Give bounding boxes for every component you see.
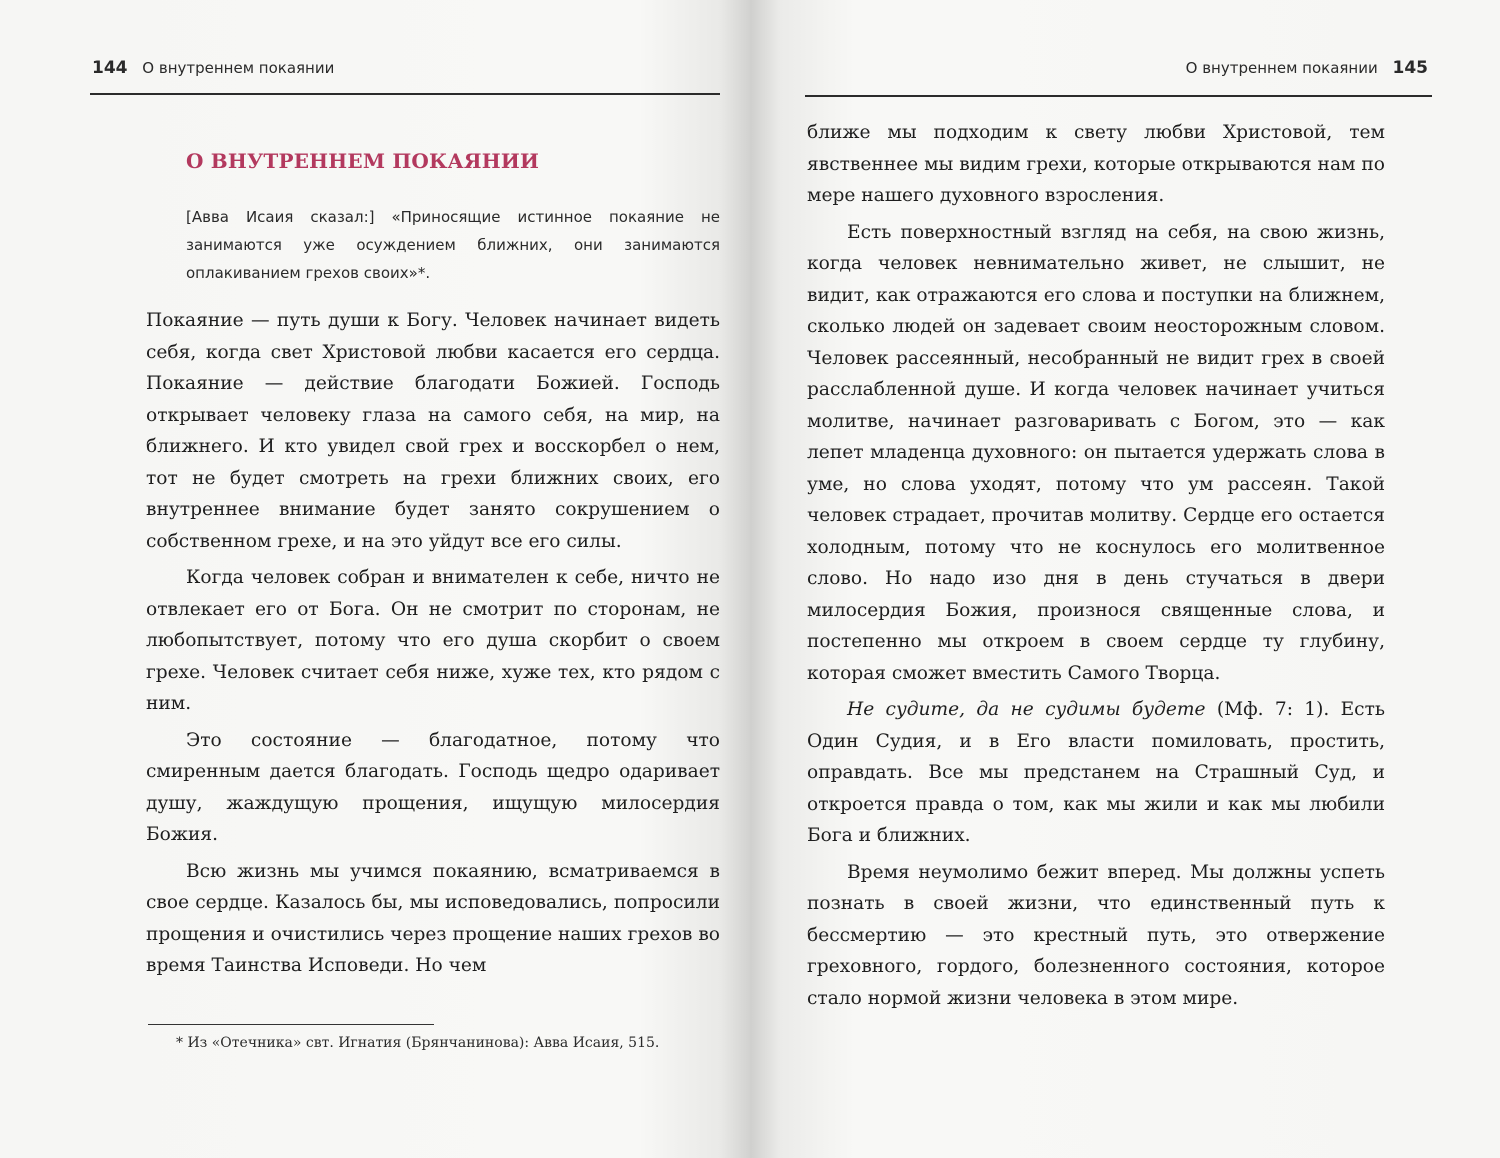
paragraph: Это состояние — благодатное, потому что смиренным дается благодать. Господь щедро одаривает душу, жаждущую прощения, ищущую милосердия Божия. bbox=[146, 729, 720, 845]
running-head-title-left: О внутреннем покаянии bbox=[142, 59, 335, 77]
paragraph: Когда человек собран и внимателен к себе, ничто не отвлекает его от Бога. Он не смотрит по сторонам, не любопытствует, потому что его душа скорбит о своем грехе. Человек считает себя ниже, хуже тех, кто рядом с ним. bbox=[146, 567, 720, 714]
footnote-rule bbox=[148, 1024, 434, 1025]
page-number-left: 144 bbox=[92, 58, 128, 78]
running-head-title-right: О внутреннем покаянии bbox=[1185, 59, 1378, 77]
header-rule-left bbox=[90, 93, 720, 95]
epigraph: [Авва Исаия сказал:] «Приносящие истинное покаяние не занимаются уже осуждением ближних, они занимаются оплакиванием грехов своих»*. bbox=[186, 208, 720, 282]
paragraph: Покаяние — путь души к Богу. Человек начинает видеть себя, когда свет Христовой любви касается его сердца. Покаяние — действие благодати Божией. Господь открывает человеку глаза на самого себя, на мир, на ближнего. И кто увидел свой грех и восскорбел о нем, тот не будет смотреть на грехи ближних своих, его внутреннее внимание будет занято сокрушением о собственном грехе, и на это уйдут все его силы. bbox=[146, 310, 720, 552]
paragraph: Время неумолимо бежит вперед. Мы должны успеть познать в своей жизни, что единственный путь к бессмертию — это крестный путь, это отвержение греховного, гордого, болезненного состояния, которое стало нормой жизни человека в этом мире. bbox=[807, 861, 1385, 1009]
paragraph: Есть поверхностный взгляд на себя, на свою жизнь, когда человек невнимательно живет, не слышит, не видит, как отражаются его слова и поступки на ближнем, сколько людей он задевает своим неосторожным словом. Человек рассеянный, несобранный не видит грех в своей расслабленной душе. И когда человек начинает учиться молитве, начинает разговаривать с Богом, это — как лепет младенца духовного: он пытается удержать слова в уме, но слова уходят, потому что ум рассеян. Такой человек страдает, прочитав молитву. Сердце его остается холодным, потому что не коснулось его молитвенное слово. Но надо изо дня в день стучаться в двери милосердия Божия, произнося священные слова, и постепенно мы откроем в своем сердце ту глубину, которая сможет вместить Самого Творца. bbox=[807, 221, 1385, 684]
running-head-left bbox=[92, 58, 334, 78]
paragraph: ближе мы подходим к свету любви Христовой, тем явственнее мы видим грехи, которые открываются нам по мере нашего духовного взросления. bbox=[807, 122, 1385, 206]
running-head-right bbox=[1186, 58, 1428, 78]
footnote: * Из «Отечника» свт. Игнатия (Брянчанинова): Авва Исаия, 515. bbox=[176, 1035, 660, 1051]
page-number-right: 145 bbox=[1392, 58, 1428, 78]
header-rule-right bbox=[805, 95, 1432, 97]
chapter-title: О ВНУТРЕННЕМ ПОКАЯНИИ bbox=[186, 149, 540, 173]
paragraph bbox=[807, 694, 1385, 852]
scripture-quote: Не судите, да не судимы будете bbox=[847, 699, 1206, 720]
paragraph-continuation: (Мф. 7: 1). Есть Один Судия, и в Его власти помиловать, простить, оправдать. Все мы предстанем на Страшный Суд, и откроется правда о том, как мы жили и как мы любили Бога и ближних. bbox=[807, 699, 1385, 846]
body-text-right bbox=[807, 117, 1385, 1014]
body-text-left bbox=[146, 305, 720, 982]
paragraph: Всю жизнь мы учимся покаянию, всматриваемся в свое сердце. Казалось бы, мы исповедовались, попросили прощения и очистились через прощение наших грехов во время Таинства Исповеди. Но чем bbox=[146, 860, 720, 976]
